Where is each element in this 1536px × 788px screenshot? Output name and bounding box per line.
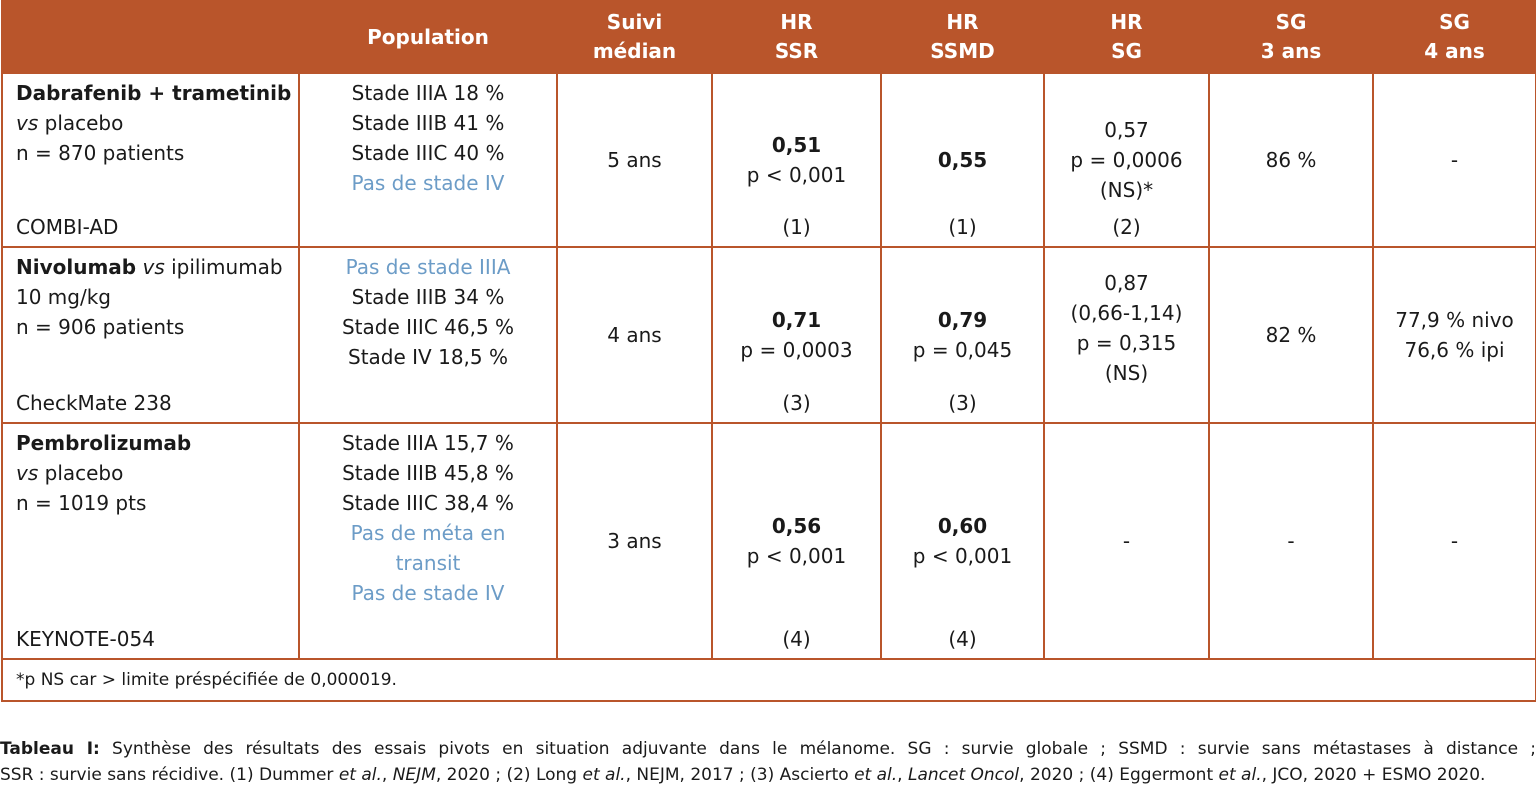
caption-line-1: Tableau I: Synthèse des résultats des essais pivots en situation adjuvante dans le mélanome. SG : survie globale ; SSMD : survie sans métastases à distance ;	[0, 739, 1536, 759]
trial-cell: Pembrolizumab vs placebo n = 1019 pts KEYNOTE-054	[2, 423, 299, 659]
hr-ssr-cell: 0,71 p = 0,0003 (3)	[712, 247, 881, 423]
header-row	[2, 1, 1536, 73]
header-hr-ssmd: HR SSMD	[881, 1, 1044, 73]
sg3-cell: 82 %	[1209, 247, 1373, 423]
results-table	[1, 0, 1536, 702]
header-hr-ssr: HR SSR	[712, 1, 881, 73]
table-row	[2, 423, 1536, 659]
hr-ssr-cell: 0,56 p < 0,001 (4)	[712, 423, 881, 659]
header-blank	[2, 1, 299, 73]
hr-ssr-cell: 0,51 p < 0,001 (1)	[712, 73, 881, 247]
suivi-cell: 4 ans	[557, 247, 712, 423]
header-population: Population	[299, 1, 557, 73]
hr-sg-cell: -	[1044, 423, 1209, 659]
footnote-row	[2, 659, 1536, 701]
suivi-cell: 3 ans	[557, 423, 712, 659]
population-cell: Stade IIIA 15,7 % Stade IIIB 45,8 % Stade IIIC 38,4 % Pas de méta en transit Pas de stade IV	[299, 423, 557, 659]
population-cell: Pas de stade IIIA Stade IIIB 34 % Stade IIIC 46,5 % Stade IV 18,5 %	[299, 247, 557, 423]
trial-cell: Dabrafenib + trametinib vs placebo n = 870 patients COMBI-AD	[2, 73, 299, 247]
trial-cell: Nivolumab vs ipilimumab 10 mg/kg n = 906 patients CheckMate 238	[2, 247, 299, 423]
study-name: CheckMate 238	[16, 391, 172, 415]
hr-sg-cell: 0,57 p = 0,0006 (NS)* (2)	[1044, 73, 1209, 247]
sg3-cell: 86 %	[1209, 73, 1373, 247]
sg4-cell: 77,9 % nivo 76,6 % ipi	[1373, 247, 1536, 423]
sg4-cell: -	[1373, 73, 1536, 247]
table-caption	[0, 736, 1536, 788]
hr-ssmd-cell: 0,60 p < 0,001 (4)	[881, 423, 1044, 659]
footnote: *p NS car > limite préspécifiée de 0,000019.	[2, 659, 1536, 701]
caption-line-2: SSR : survie sans récidive. (1) Dummer et al., NEJM, 2020 ; (2) Long et al., NEJM, 2017 ; (3) Ascierto et al., Lancet Oncol, 2020 ; (4) Eggermont et al., JCO, 2020 + ESMO 2020.	[0, 765, 1486, 785]
header-hr-sg: HR SG	[1044, 1, 1209, 73]
table-row	[2, 247, 1536, 423]
table-row	[2, 73, 1536, 247]
header-sg4: SG 4 ans	[1373, 1, 1536, 73]
suivi-cell: 5 ans	[557, 73, 712, 247]
hr-sg-cell: 0,87 (0,66-1,14) p = 0,315 (NS)	[1044, 247, 1209, 423]
study-name: KEYNOTE-054	[16, 627, 155, 651]
hr-ssmd-cell: 0,55 (1)	[881, 73, 1044, 247]
sg4-cell: -	[1373, 423, 1536, 659]
study-name: COMBI-AD	[16, 215, 119, 239]
population-cell: Stade IIIA 18 % Stade IIIB 41 % Stade IIIC 40 % Pas de stade IV	[299, 73, 557, 247]
sg3-cell: -	[1209, 423, 1373, 659]
hr-ssmd-cell: 0,79 p = 0,045 (3)	[881, 247, 1044, 423]
header-suivi: Suivi médian	[557, 1, 712, 73]
header-sg3: SG 3 ans	[1209, 1, 1373, 73]
